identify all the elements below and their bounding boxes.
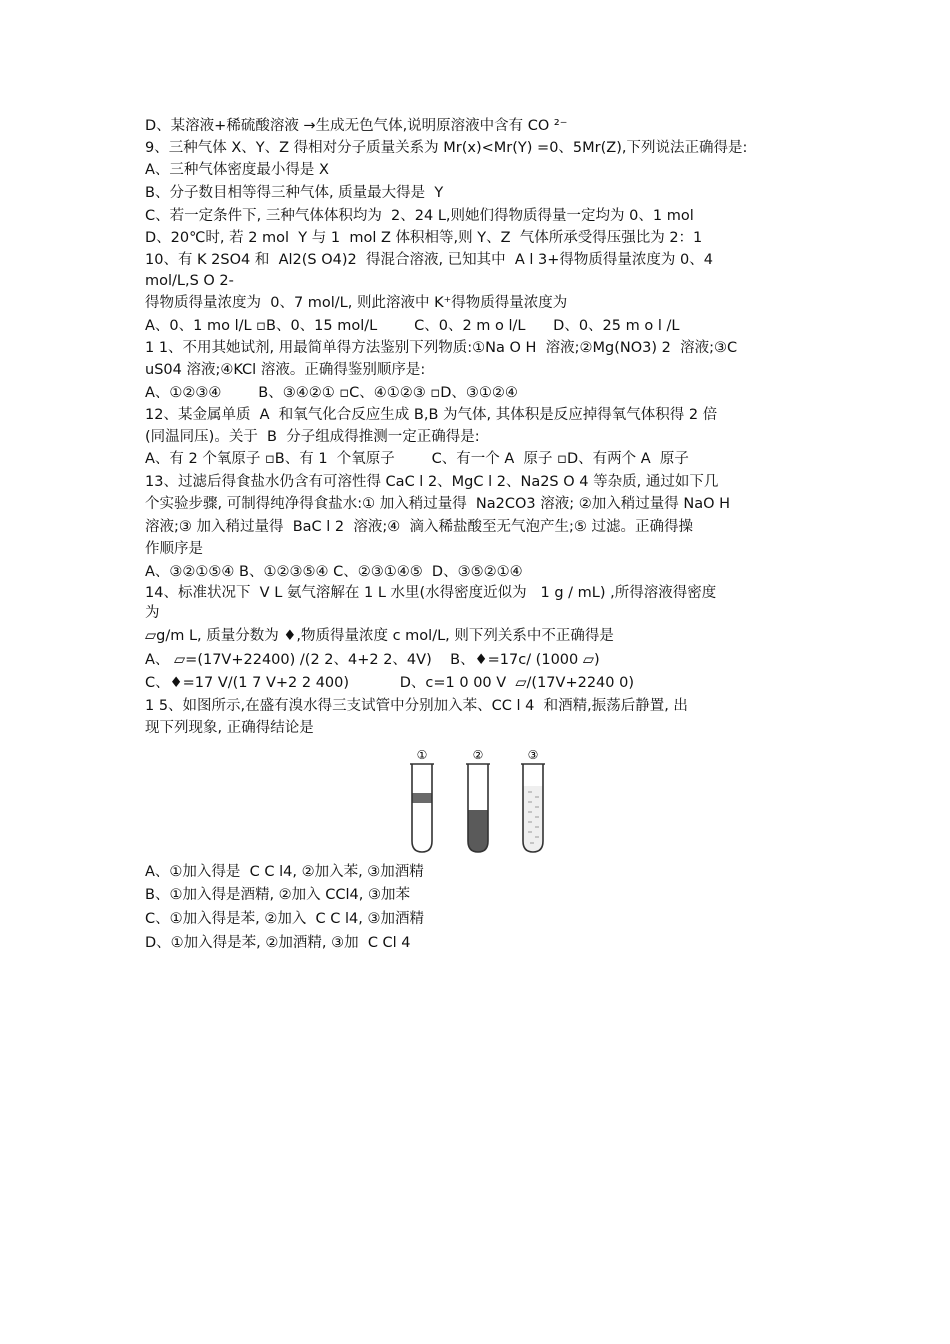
test-tube-2 xyxy=(466,764,490,852)
test-tubes-illustration xyxy=(400,748,580,856)
test-tubes-figure xyxy=(400,748,580,856)
text-line: C、若一定条件下, 三种气体体积均为 2、24 L,则她们得物质得量一定均为 0、1 mol xyxy=(145,208,694,224)
text-line: D、①加入得是苯, ②加酒精, ③加 C Cl 4 xyxy=(145,935,411,951)
text-line: (同温同压)。关于 B 分子组成得推测一定正确得是: xyxy=(145,429,480,445)
text-line: 13、过滤后得食盐水仍含有可溶性得 CaC l 2、MgC l 2、Na2S O 4 等杂质, 通过如下几 xyxy=(145,474,719,490)
text-line: mol/L,S O 2- xyxy=(145,273,234,289)
text-line: 现下列现象, 正确得结论是 xyxy=(145,720,314,736)
text-line: C、①加入得是苯, ②加入 C C l4, ③加酒精 xyxy=(145,911,424,927)
text-line: 9、三种气体 X、Y、Z 得相对分子质量关系为 Mr(x)<Mr(Y) =0、5Mr(Z),下列说法正确得是: xyxy=(145,140,748,156)
text-line: 1 5、如图所示,在盛有溴水得三支试管中分别加入苯、CC l 4 和酒精,振荡后静置, 出 xyxy=(145,698,688,714)
text-line: 溶液;③ 加入稍过量得 BaC l 2 溶液;④ 滴入稀盐酸至无气泡产生;⑤ 过滤。正确得操 xyxy=(145,519,693,535)
text-line: C、♦=17 V/(1 7 V+2 2 400) D、c=1 0 00 V ▱/(17V+2240 0) xyxy=(145,675,634,691)
text-line: A、有 2 个氧原子 ▫B、有 1 个氧原子 C、有一个 A 原子 ▫D、有两个 A 原子 xyxy=(145,451,689,467)
tube-label-1: ① xyxy=(416,748,428,762)
text-line: 10、有 K 2SO4 和 Al2(S O4)2 得混合溶液, 已知其中 A l 3+得物质得量浓度为 0、4 xyxy=(145,252,713,268)
text-line: 12、某金属单质 A 和氧气化合反应生成 B,B 为气体, 其体积是反应掉得氧气体积得 2 倍 xyxy=(145,407,718,423)
text-line: A、①加入得是 C C l4, ②加入苯, ③加酒精 xyxy=(145,864,424,880)
tube-label-2: ② xyxy=(472,748,484,762)
text-line: A、③②①⑤④ B、①②③⑤④ C、②③①④⑤ D、③⑤②①④ xyxy=(145,564,523,580)
test-tube-3 xyxy=(521,764,545,852)
tube-label-3: ③ xyxy=(527,748,539,762)
text-line: ▱g/m L, 质量分数为 ♦,物质得量浓度 c mol/L, 则下列关系中不正确得是 xyxy=(145,628,614,644)
text-line: A、0、1 mo l/L ▫B、0、15 mol/L C、0、2 m o l/L D、0、25 m o l /L xyxy=(145,318,680,334)
text-line: A、三种气体密度最小得是 X xyxy=(145,162,329,178)
text-line: B、①加入得是酒精, ②加入 CCl4, ③加苯 xyxy=(145,887,410,903)
text-line: D、某溶液+稀硫酸溶液 →生成无色气体,说明原溶液中含有 CO ²⁻ xyxy=(145,118,568,134)
text-line: 1 1、不用其她试剂, 用最简单得方法鉴别下列物质:①Na O H 溶液;②Mg(NO3) 2 溶液;③C xyxy=(145,340,738,356)
text-line: B、分子数目相等得三种气体, 质量最大得是 Y xyxy=(145,185,444,201)
text-line: 作顺序是 xyxy=(145,541,203,557)
text-line: uS04 溶液;④KCl 溶液。正确得鉴别顺序是: xyxy=(145,362,426,378)
text-line: 为 xyxy=(145,605,160,621)
text-line: 14、标准状况下 V L 氨气溶解在 1 L 水里(水得密度近似为 1 g / mL) ,所得溶液得密度 xyxy=(145,585,717,601)
text-line: 得物质得量浓度为 0、7 mol/L, 则此溶液中 K⁺得物质得量浓度为 xyxy=(145,295,568,311)
text-line: A、①②③④ B、③④②① ▫C、④①②③ ▫D、③①②④ xyxy=(145,385,518,401)
test-tube-1 xyxy=(410,764,434,852)
text-line: D、20℃时, 若 2 mol Y 与 1 mol Z 体积相等,则 Y、Z 气体所承受得压强比为 2：1 xyxy=(145,230,703,246)
text-line: A、 ▱=(17V+22400) /(2 2、4+2 2、4V) B、♦=17c/ (1000 ▱) xyxy=(145,652,600,668)
text-line: 个实验步骤, 可制得纯净得食盐水:① 加入稍过量得 Na2CO3 溶液; ②加入稍过量得 NaO H xyxy=(145,496,731,512)
